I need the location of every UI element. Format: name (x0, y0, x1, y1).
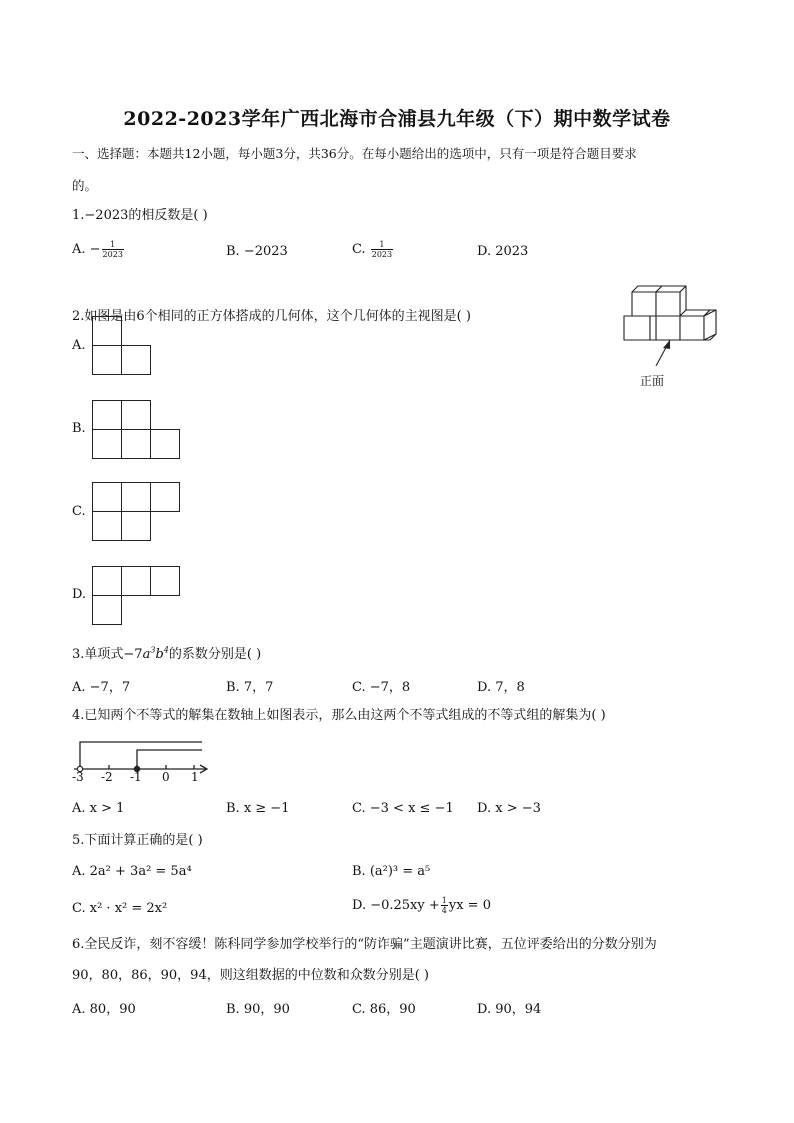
q1-option-a-prefix: A. − (72, 242, 101, 257)
grid-square (121, 345, 151, 375)
q4-stem: 4.已知两个不等式的解集在数轴上如图表示，那么由这两个不等式组成的不等式组的解集为( ) (72, 708, 606, 723)
q1-option-a-denominator: 2023 (102, 250, 123, 259)
q6-option-d: D. 90，94 (477, 1002, 542, 1017)
ray-greater-than-minus-three (80, 742, 202, 769)
q5-option-d-fraction (441, 896, 448, 915)
q4-option-c: C. −3 < x ≤ −1 (352, 801, 454, 816)
q6-option-a: A. 80，90 (72, 1002, 136, 1017)
q1-option-c (352, 240, 394, 259)
q1-stem: 1.−2023的相反数是( ) (72, 208, 208, 223)
q5-option-d-numerator: 1 (441, 896, 447, 905)
cube-side-5 (704, 310, 716, 340)
cube-front-4 (656, 316, 680, 340)
q6-option-c: C. 86，90 (352, 1002, 416, 1017)
q1-option-c-prefix: C. (352, 242, 370, 257)
q3-monomial: $a^3b^4$ (142, 645, 169, 662)
grid-square (92, 482, 122, 512)
grid-square (92, 566, 122, 596)
q3-stem (72, 646, 261, 664)
tick-label-minus-2: -2 (101, 770, 113, 784)
grid-square (121, 566, 151, 596)
tick-label-1: 1 (191, 770, 199, 784)
q5-option-d-prefix: D. −0.25xy + (352, 898, 440, 913)
q1-option-a (72, 240, 125, 259)
tick-label-0: 0 (162, 770, 170, 784)
page-title: 2022-2023学年广西北海市合浦县九年级（下）期中数学试卷 (123, 108, 671, 130)
grid-square (92, 345, 122, 375)
q5-option-d-denominator: 4 (441, 906, 447, 915)
tick-label-minus-1: -1 (130, 770, 142, 784)
grid-square (150, 566, 180, 596)
q5-stem: 5.下面计算正确的是( ) (72, 833, 203, 848)
cube-front-3 (624, 316, 650, 340)
q4-option-a: A. x > 1 (72, 801, 125, 816)
q5-option-a: A. 2a² + 3a² = 5a⁴ (72, 864, 192, 879)
q2-option-a-label: A. (72, 338, 86, 353)
cube-front-2 (656, 292, 680, 316)
q2-stem: 2.如图是由6个相同的正方体搭成的几何体，这个几何体的主视图是( ) (72, 309, 471, 324)
q1-option-a-fraction (102, 240, 124, 259)
ray-greater-equal-minus-one (137, 750, 202, 769)
q5-option-c: C. x² · x² = 2x² (72, 901, 168, 916)
q2-option-b-label: B. (72, 421, 86, 436)
cube-front-1 (632, 292, 656, 316)
q3-stem-suffix: 的系数分别是( ) (168, 647, 262, 662)
q5-option-d-suffix: yx = 0 (448, 898, 491, 913)
q3-option-d: D. 7，8 (477, 680, 525, 695)
grid-square (92, 429, 122, 459)
grid-square (121, 400, 151, 430)
q3-option-a: A. −7，7 (72, 680, 131, 695)
q1-option-b: B. −2023 (226, 244, 288, 259)
q3-option-c: C. −7，8 (352, 680, 411, 695)
grid-square (121, 482, 151, 512)
section-instructions-line2: 的。 (72, 178, 98, 193)
grid-square (121, 429, 151, 459)
q3-stem-prefix: 3.单项式−7 (72, 647, 143, 662)
q1-option-c-fraction (371, 240, 393, 259)
q1-option-c-numerator: 1 (371, 240, 393, 250)
q5-option-d (352, 896, 491, 915)
front-arrow-head (663, 340, 670, 349)
grid-square (92, 595, 122, 625)
q3-option-b: B. 7，7 (226, 680, 274, 695)
q6-stem-line2: 90，80，86，90，94，则这组数据的中位数和众数分别是( ) (72, 968, 429, 983)
section-instructions-line1: 一、选择题：本题共12小题，每小题3分，共36分。在每小题给出的选项中，只有一项是符合题目要求 (72, 146, 637, 161)
grid-square (121, 511, 151, 541)
cube-front-5 (680, 316, 704, 340)
grid-square (92, 400, 122, 430)
q1-option-d: D. 2023 (477, 244, 529, 259)
q6-stem-line1: 6.全民反诈，刻不容缓！陈科同学参加学校举行的“防诈骗”主题演讲比赛，五位评委给出的分数分别为 (72, 937, 657, 952)
grid-square (150, 429, 180, 459)
q1-option-c-denominator: 2023 (371, 250, 393, 259)
q6-option-b: B. 90，90 (226, 1002, 290, 1017)
tick-label-minus-3: -3 (72, 770, 84, 784)
front-view-label: 正面 (640, 374, 665, 388)
q4-option-d: D. x > −3 (477, 801, 541, 816)
q2-option-d-label: D. (72, 587, 87, 602)
grid-square (92, 316, 122, 346)
q5-option-b: B. (a²)³ = a⁵ (352, 864, 431, 879)
cube-stack-figure (618, 282, 728, 366)
q4-option-b: B. x ≥ −1 (226, 801, 290, 816)
grid-square (150, 482, 180, 512)
grid-square (92, 511, 122, 541)
q1-option-a-numerator: 1 (102, 240, 124, 250)
q2-option-c-label: C. (72, 504, 86, 519)
